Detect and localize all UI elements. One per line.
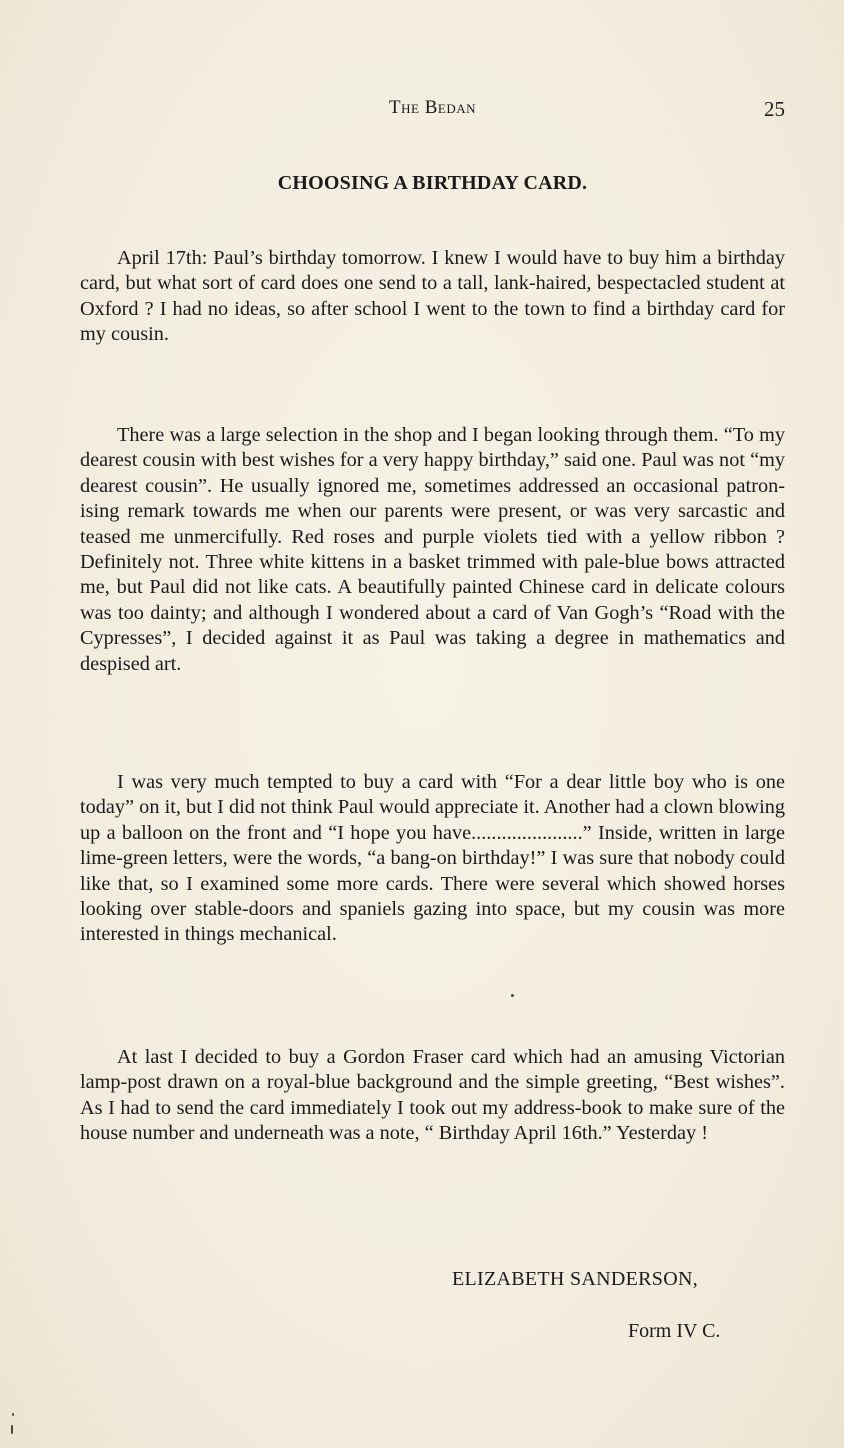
paragraph-2: There was a large selection in the shop and I began looking through them. “To my dearest cousin with best wishes for a very happy birthday,” said one. Paul was not “my dearest cousin”. He usually ignored me, sometimes addressed an occasional patron-ising remark towards me when our parents were present, or was very sarcastic and teased me unmercifully. Red roses and purple violets tied with a yellow ribbon ? Definitely not. Three white kittens in a basket trimmed with pale-blue bows attracted me, but Paul did not like cats. A beautifully painted Chinese card in delicate colours was too dainty; and although I wondered about a card of Van Gogh’s “Road with the Cypresses”, I decided against it as Paul was taking a degree in mathematics and despised art. xyxy=(80,424,785,675)
paragraph-4: At last I decided to buy a Gordon Fraser card which had an amusing Victorian lamp-post drawn on a royal-blue background and the simple greeting, “Best wishes”. As I had to send the card immediately I took out my address-book to make sure of the house number and underneath was a note, “ Birthday April 16th.” Yesterday ! xyxy=(80,1046,785,1145)
author-form: Form IV C. xyxy=(628,1320,721,1342)
ink-speck xyxy=(11,1425,13,1434)
ink-speck xyxy=(511,994,514,997)
ink-speck xyxy=(12,1413,14,1416)
article-title: CHOOSING A BIRTHDAY CARD. xyxy=(277,172,588,194)
page-number: 25 xyxy=(764,97,785,121)
journal-title: The Bedan xyxy=(389,97,476,118)
paragraph-3: I was very much tempted to buy a card with “For a dear little boy who is one today” on it, but I did not think Paul would appreciate it. Another had a clown blowing up a balloon on the front and “I hope you have......................” Inside, written in large lime-green letters, were the words, “a bang-on birthday!” I was sure that nobody could like that, so I examined some more cards. There were several which showed horses looking over stable-doors and spaniels gazing into space, but my cousin was more interested in things mechanical. xyxy=(80,771,785,946)
paragraph-1: April 17th: Paul’s birthday tomorrow. I knew I would have to buy him a birthday card, but what sort of card does one send to a tall, lank-haired, bespectacled student at Oxford ? I had no ideas, so after school I went to the town to find a birthday card for my cousin. xyxy=(80,247,785,346)
running-head xyxy=(80,97,785,127)
author-signature: ELIZABETH SANDERSON, xyxy=(452,1268,698,1290)
